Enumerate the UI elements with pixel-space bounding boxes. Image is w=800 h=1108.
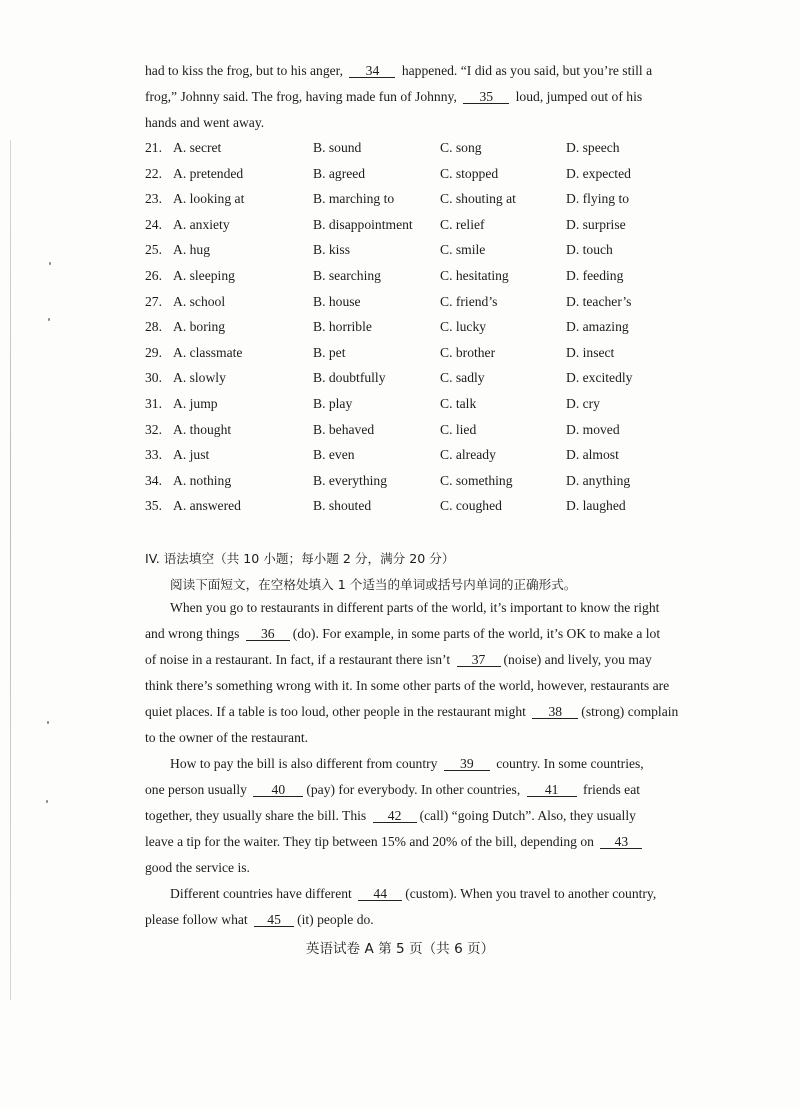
option-c[interactable]: C. coughed <box>440 498 502 514</box>
option-b[interactable]: B. behaved <box>313 421 375 437</box>
question-number: 22. <box>145 165 162 181</box>
blank-36[interactable]: 36 <box>246 627 290 641</box>
question-number: 33. <box>145 447 162 463</box>
option-b[interactable]: B. shouted <box>313 498 372 514</box>
option-d[interactable]: D. touch <box>566 242 613 258</box>
page-edge-line <box>10 140 11 1000</box>
option-a[interactable]: A. sleeping <box>173 268 235 283</box>
blank-43[interactable]: 43 <box>600 835 642 849</box>
option-a[interactable]: A. just <box>173 447 210 463</box>
option-d[interactable]: D. feeding <box>566 268 624 283</box>
question-number: 32. <box>145 421 162 437</box>
passage-line: together, they usually share the bill. This 42 (call) “going Dutch”. Also, they usually <box>145 808 636 823</box>
option-b[interactable]: B. kiss <box>313 242 351 258</box>
question-number: 34. <box>145 472 162 488</box>
blank-45[interactable]: 45 <box>254 913 294 927</box>
option-c[interactable]: C. lied <box>440 421 477 437</box>
option-c[interactable]: C. friend’s <box>440 293 498 309</box>
option-d[interactable]: D. amazing <box>566 319 629 335</box>
option-a[interactable]: A. classmate <box>173 344 243 360</box>
passage-line: think there’s something wrong with it. In some other parts of the world, however, restaurants are <box>145 678 670 693</box>
option-a[interactable]: A. anxiety <box>173 216 230 232</box>
option-c[interactable]: C. shouting at <box>440 191 516 207</box>
option-b[interactable]: B. marching to <box>313 191 395 207</box>
option-c[interactable]: C. talk <box>440 396 477 411</box>
option-d[interactable]: D. almost <box>566 447 619 463</box>
option-b[interactable]: B. disappointment <box>313 216 413 232</box>
option-d[interactable]: D. insect <box>566 344 615 360</box>
blank-35[interactable]: 35 <box>463 90 509 104</box>
passage-line: one person usually 40 (pay) for everybody. In other countries, 41 friends eat <box>145 782 641 797</box>
option-d[interactable]: D. expected <box>566 165 631 181</box>
question-number: 24. <box>145 216 162 232</box>
option-d[interactable]: D. teacher’s <box>566 293 632 309</box>
blank-38[interactable]: 38 <box>532 705 578 719</box>
passage-line: When you go to restaurants in different parts of the world, it’s important to know the right <box>170 600 660 615</box>
scan-speck <box>47 721 49 724</box>
section-instruction: 阅读下面短文，在空格处填入 1 个适当的单词或括号内单词的正确形式。 <box>170 577 577 592</box>
option-c[interactable]: C. sadly <box>440 370 485 386</box>
question-number: 26. <box>145 268 162 283</box>
question-number: 25. <box>145 242 162 258</box>
option-a[interactable]: A. looking at <box>173 191 245 207</box>
option-b[interactable]: B. pet <box>313 344 346 360</box>
option-a[interactable]: A. secret <box>173 140 222 155</box>
question-number: 28. <box>145 319 162 335</box>
blank-34[interactable]: 34 <box>349 64 395 78</box>
scan-speck <box>48 318 50 321</box>
option-d[interactable]: D. laughed <box>566 498 626 514</box>
passage-line: hands and went away. <box>145 115 265 130</box>
option-b[interactable]: B. searching <box>313 268 381 283</box>
option-a[interactable]: A. school <box>173 293 226 309</box>
option-c[interactable]: C. smile <box>440 242 486 258</box>
page-footer: 英语试卷 A 第 5 页（共 6 页） <box>305 941 495 957</box>
passage-line: please follow what 45 (it) people do. <box>145 912 374 927</box>
option-d[interactable]: D. flying to <box>566 191 630 207</box>
option-b[interactable]: B. everything <box>313 472 387 488</box>
passage-line: and wrong things 36 (do). For example, in some parts of the world, it’s OK to make a lot <box>145 626 661 641</box>
passage-line: good the service is. <box>145 860 250 875</box>
question-number: 31. <box>145 396 162 411</box>
blank-41[interactable]: 41 <box>527 783 577 797</box>
option-c[interactable]: C. already <box>440 447 496 463</box>
option-d[interactable]: D. cry <box>566 396 600 411</box>
passage-line: frog,” Johnny said. The frog, having made fun of Johnny, 35 loud, jumped out of his <box>145 89 643 104</box>
scan-speck <box>46 800 48 803</box>
passage-line: of noise in a restaurant. In fact, if a restaurant there isn’t 37 (noise) and lively, you may <box>145 652 652 667</box>
option-c[interactable]: C. relief <box>440 216 485 232</box>
blank-40[interactable]: 40 <box>253 783 303 797</box>
option-a[interactable]: A. slowly <box>173 370 226 386</box>
question-number: 21. <box>145 140 162 155</box>
option-b[interactable]: B. play <box>313 396 353 411</box>
option-c[interactable]: C. lucky <box>440 319 487 335</box>
question-number: 35. <box>145 498 162 514</box>
option-a[interactable]: A. answered <box>173 498 241 514</box>
option-d[interactable]: D. speech <box>566 140 620 155</box>
passage-line: leave a tip for the waiter. They tip between 15% and 20% of the bill, depending on 43 <box>145 834 645 850</box>
option-b[interactable]: B. horrible <box>313 319 372 335</box>
question-number: 30. <box>145 370 162 386</box>
option-b[interactable]: B. sound <box>313 140 362 155</box>
option-c[interactable]: C. something <box>440 472 513 488</box>
passage-line: Different countries have different 44 (custom). When you travel to another country, <box>170 886 657 901</box>
option-a[interactable]: A. jump <box>173 396 218 411</box>
option-b[interactable]: B. house <box>313 293 361 309</box>
option-a[interactable]: A. thought <box>173 421 232 437</box>
option-d[interactable]: D. surprise <box>566 216 626 232</box>
passage-line: to the owner of the restaurant. <box>145 730 309 745</box>
blank-42[interactable]: 42 <box>373 809 417 823</box>
scan-speck <box>49 262 51 265</box>
blank-37[interactable]: 37 <box>457 653 501 667</box>
question-number: 29. <box>145 344 162 360</box>
option-a[interactable]: A. nothing <box>173 472 232 488</box>
option-b[interactable]: B. even <box>313 447 355 463</box>
section-heading: IV. 语法填空（共 10 小题；每小题 2 分，满分 20 分） <box>145 551 455 566</box>
option-d[interactable]: D. moved <box>566 421 620 437</box>
option-c[interactable]: C. stopped <box>440 165 499 181</box>
question-number: 27. <box>145 293 162 309</box>
option-b[interactable]: B. doubtfully <box>313 370 386 386</box>
option-a[interactable]: A. pretended <box>173 165 244 181</box>
blank-44[interactable]: 44 <box>358 887 402 901</box>
question-number: 23. <box>145 191 162 207</box>
option-c[interactable]: C. song <box>440 140 482 155</box>
option-c[interactable]: C. brother <box>440 344 496 360</box>
option-b[interactable]: B. agreed <box>313 165 366 181</box>
blank-39[interactable]: 39 <box>444 757 490 771</box>
option-d[interactable]: D. anything <box>566 472 631 488</box>
option-d[interactable]: D. excitedly <box>566 370 633 386</box>
passage-line: How to pay the bill is also different from country 39 country. In some countries, <box>170 756 644 771</box>
option-c[interactable]: C. hesitating <box>440 268 509 283</box>
passage-line: quiet places. If a table is too loud, other people in the restaurant might 38 (strong) complain <box>145 704 679 719</box>
passage-line: had to kiss the frog, but to his anger, 34 happened. “I did as you said, but you’re still a <box>145 63 653 78</box>
option-a[interactable]: A. boring <box>173 319 226 335</box>
option-a[interactable]: A. hug <box>173 242 211 258</box>
